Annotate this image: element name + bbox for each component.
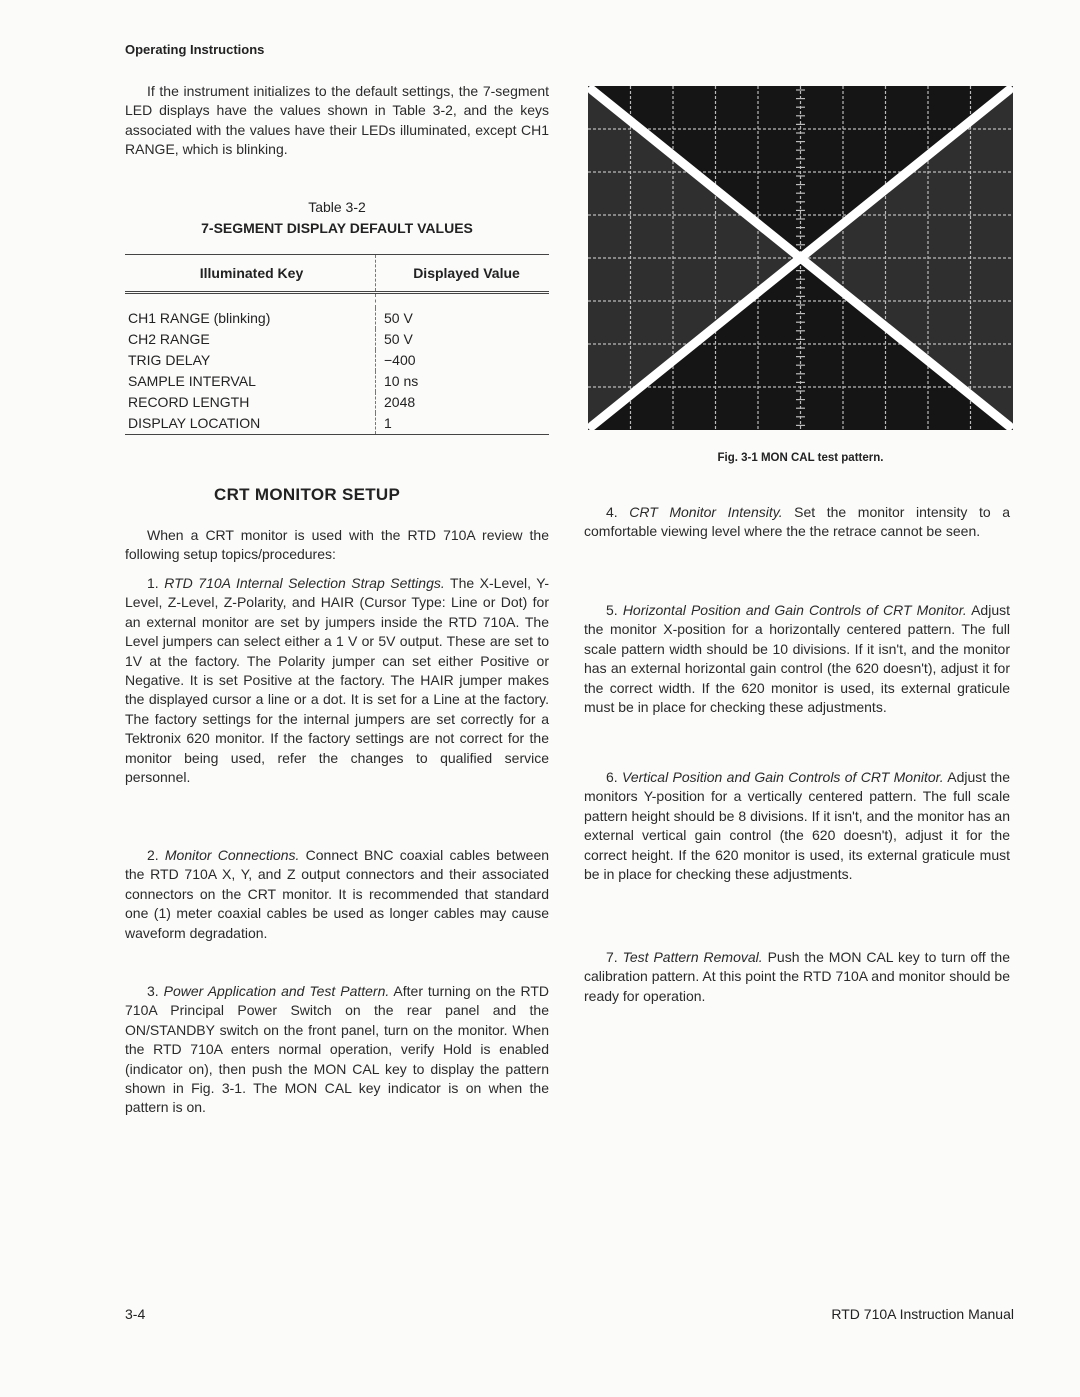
step-3: 3. Power Application and Test Pattern. After turning on the RTD 710A Principal Power Switch on the rear panel and the ON/STANDBY switch on the front panel, turn on the monitor. When the RTD 710A enters normal operation, verify Hold is enabled (indicator on), then push the MON CAL key to display the pattern shown in Fig. 3-1. The MON CAL key indicator is on when the pattern is on. xyxy=(125,983,550,1116)
step-7: 7. Test Pattern Removal. Push the MON CAL key to turn off the calibration pattern. At this point the RTD 710A and monitor should be ready for operation. xyxy=(584,949,1011,1004)
section-header: Operating Instructions xyxy=(125,42,265,57)
step-1: 1. RTD 710A Internal Selection Strap Settings. The X-Level, Y-Level, Z-Level, Z-Polarity, and HAIR (Cursor Type: Line or Dot) for an external monitor are set by jumpers inside the RTD 710A. The Level jumpers can select either a 1 V or 5V output. These are set to 1V at the factory. The Polarity jumper can set either Positive or Negative. It is set Positive at the factory. The HAIR jumper makes the displayed cursor a line or a dot. It is set for a Line at the factory. The factory settings for the internal jumpers are set correctly for a Tektronix 620 monitor. If the factory settings are not correct for the monitor being used, refer the changes to qualified service personnel. xyxy=(125,575,550,786)
displayed-value: 10 ns xyxy=(375,371,549,392)
table-label: Table 3-2 xyxy=(308,199,366,215)
step-2: 2. Monitor Connections. Connect BNC coaxial cables between the RTD 710A X, Y, and Z output connectors and their associated connectors on the CRT monitor. It is recommended that standard one (1) meter coaxial cables be used as longer cables may cause waveform degradation. xyxy=(125,847,550,941)
table-header xyxy=(125,254,549,294)
default-values-table xyxy=(125,254,549,435)
illuminated-key: RECORD LENGTH xyxy=(128,394,250,410)
displayed-value: 50 V xyxy=(375,308,549,329)
illuminated-key: CH1 RANGE (blinking) xyxy=(128,310,271,326)
table-row xyxy=(125,350,549,371)
section-heading: CRT MONITOR SETUP xyxy=(214,485,401,504)
illuminated-key: CH2 RANGE xyxy=(128,331,210,347)
column-header: Illuminated Key xyxy=(199,265,304,281)
table-row xyxy=(125,371,549,392)
table-body xyxy=(125,294,549,435)
illuminated-key: DISPLAY LOCATION xyxy=(128,415,261,431)
displayed-value: −400 xyxy=(375,350,549,371)
displayed-value: 50 V xyxy=(375,329,549,350)
table-title: 7-SEGMENT DISPLAY DEFAULT VALUES xyxy=(201,220,473,236)
step-6: 6. Vertical Position and Gain Controls of CRT Monitor. Adjust the monitors Y-position for a vertically centered pattern. The full scale pattern height should be 8 divisions. If it isn't, and the monitor has an external vertical gain control (the 620 doesn't), adjust it for the correct height. If the 620 monitor is used, its external graticule must be in place for checking these adjustments. xyxy=(584,769,1010,883)
figure-caption: Fig. 3-1 MON CAL test pattern. xyxy=(717,452,884,464)
section-lead: When a CRT monitor is used with the RTD 710A review the following setup topics/procedures: xyxy=(125,527,549,563)
intro-paragraph: If the instrument initializes to the default settings, the 7-segment LED displays have the values shown in Table 3-2, and the keys associated with the values have their LEDs illuminated, except CH1 RANGE, which is blinking. xyxy=(125,83,549,158)
displayed-value: 1 xyxy=(375,413,549,434)
table-row xyxy=(125,392,549,413)
manual-title: RTD 710A Instruction Manual xyxy=(831,1306,1014,1322)
table-caption xyxy=(125,199,549,236)
illuminated-key: TRIG DELAY xyxy=(128,352,211,368)
mon-cal-test-pattern-figure xyxy=(588,86,1013,430)
column-header: Displayed Value xyxy=(375,255,549,291)
table-row xyxy=(125,413,549,434)
displayed-value: 2048 xyxy=(375,392,549,413)
table-row xyxy=(125,308,549,329)
table-row xyxy=(125,329,549,350)
crt-screen-image xyxy=(588,86,1013,430)
step-5: 5. Horizontal Position and Gain Controls of CRT Monitor. Adjust the monitor X-position for a horizontally centered pattern. The full scale pattern width should be 10 divisions. If it isn't, and the monitor has an external horizontal gain control (the 620 doesn't), adjust it for the correct width. If the 620 monitor is used, its external graticule must be in place for checking these adjustments. xyxy=(584,602,1011,716)
page-number: 3-4 xyxy=(125,1306,146,1322)
illuminated-key: SAMPLE INTERVAL xyxy=(128,373,256,389)
step-4: 4. CRT Monitor Intensity. Set the monitor intensity to a comfortable viewing level where the the retrace cannot be seen. xyxy=(584,504,1010,540)
